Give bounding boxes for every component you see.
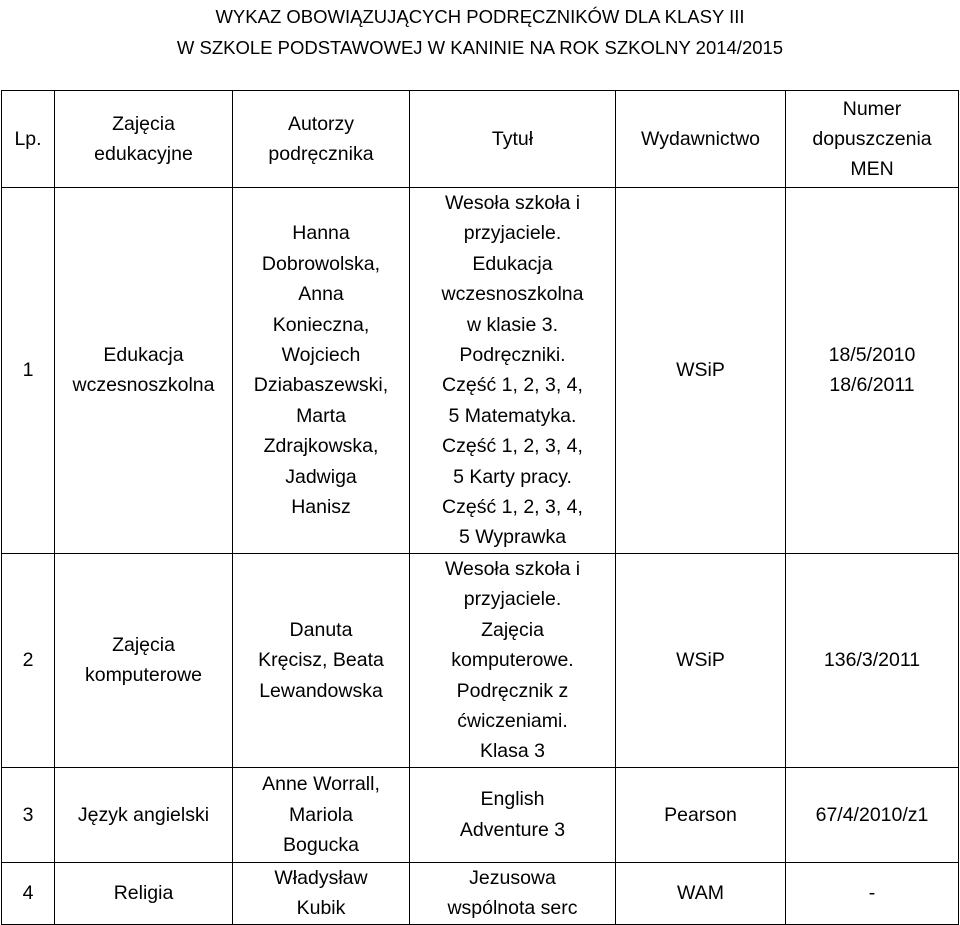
header-title: Tytuł bbox=[410, 91, 616, 188]
header-publisher: Wydawnictwo bbox=[616, 91, 786, 188]
cell-publisher: WSiP bbox=[616, 553, 786, 767]
header-approval-number: Numer dopuszczenia MEN bbox=[786, 91, 959, 188]
cell-lp: 2 bbox=[2, 553, 55, 767]
cell-title: Wesoła szkoła i przyjaciele. Zajęcia komputerowe. Podręcznik z ćwiczeniami. Klasa 3 bbox=[410, 553, 616, 767]
header-lp: Lp. bbox=[2, 91, 55, 188]
table-row bbox=[2, 862, 959, 924]
cell-title: Jezusowa wspólnota serc bbox=[410, 862, 616, 924]
cell-approval-number: - bbox=[786, 862, 959, 924]
cell-subject: Edukacja wczesnoszkolna bbox=[55, 188, 233, 554]
cell-lp: 1 bbox=[2, 188, 55, 554]
cell-title: English Adventure 3 bbox=[410, 767, 616, 862]
cell-lp: 3 bbox=[2, 767, 55, 862]
document-title: WYKAZ OBOWIĄZUJĄCYCH PODRĘCZNIKÓW DLA KLASY III bbox=[215, 6, 745, 27]
cell-subject: Religia bbox=[55, 862, 233, 924]
cell-authors: Anne Worrall, Mariola Bogucka bbox=[233, 767, 410, 862]
header-subject: Zajęcia edukacyjne bbox=[55, 91, 233, 188]
header-authors: Autorzy podręcznika bbox=[233, 91, 410, 188]
table-row bbox=[2, 767, 959, 862]
cell-subject: Zajęcia komputerowe bbox=[55, 553, 233, 767]
cell-publisher: WSiP bbox=[616, 188, 786, 554]
cell-approval-number: 136/3/2011 bbox=[786, 553, 959, 767]
cell-subject: Język angielski bbox=[55, 767, 233, 862]
cell-approval-number: 67/4/2010/z1 bbox=[786, 767, 959, 862]
cell-title: Wesoła szkoła i przyjaciele. Edukacja wczesnoszkolna w klasie 3. Podręczniki. Część 1, 2, 3, 4, 5 Matematyka. Część 1, 2, 3, 4, 5 Karty pracy. Część 1, 2, 3, 4, 5 Wyprawka bbox=[410, 188, 616, 554]
table-header-row bbox=[2, 91, 959, 188]
cell-authors: Hanna Dobrowolska, Anna Konieczna, Wojciech Dziabaszewski, Marta Zdrajkowska, Jadwiga Hanisz bbox=[233, 188, 410, 554]
cell-approval-number: 18/5/2010 18/6/2011 bbox=[786, 188, 959, 554]
cell-lp: 4 bbox=[2, 862, 55, 924]
document-subtitle: W SZKOLE PODSTAWOWEJ W KANINIE NA ROK SZKOLNY 2014/2015 bbox=[176, 37, 784, 58]
cell-authors: Władysław Kubik bbox=[233, 862, 410, 924]
textbook-table bbox=[1, 90, 959, 925]
table-row bbox=[2, 553, 959, 767]
cell-authors: Danuta Kręcisz, Beata Lewandowska bbox=[233, 553, 410, 767]
cell-publisher: WAM bbox=[616, 862, 786, 924]
cell-publisher: Pearson bbox=[616, 767, 786, 862]
table-row bbox=[2, 188, 959, 554]
